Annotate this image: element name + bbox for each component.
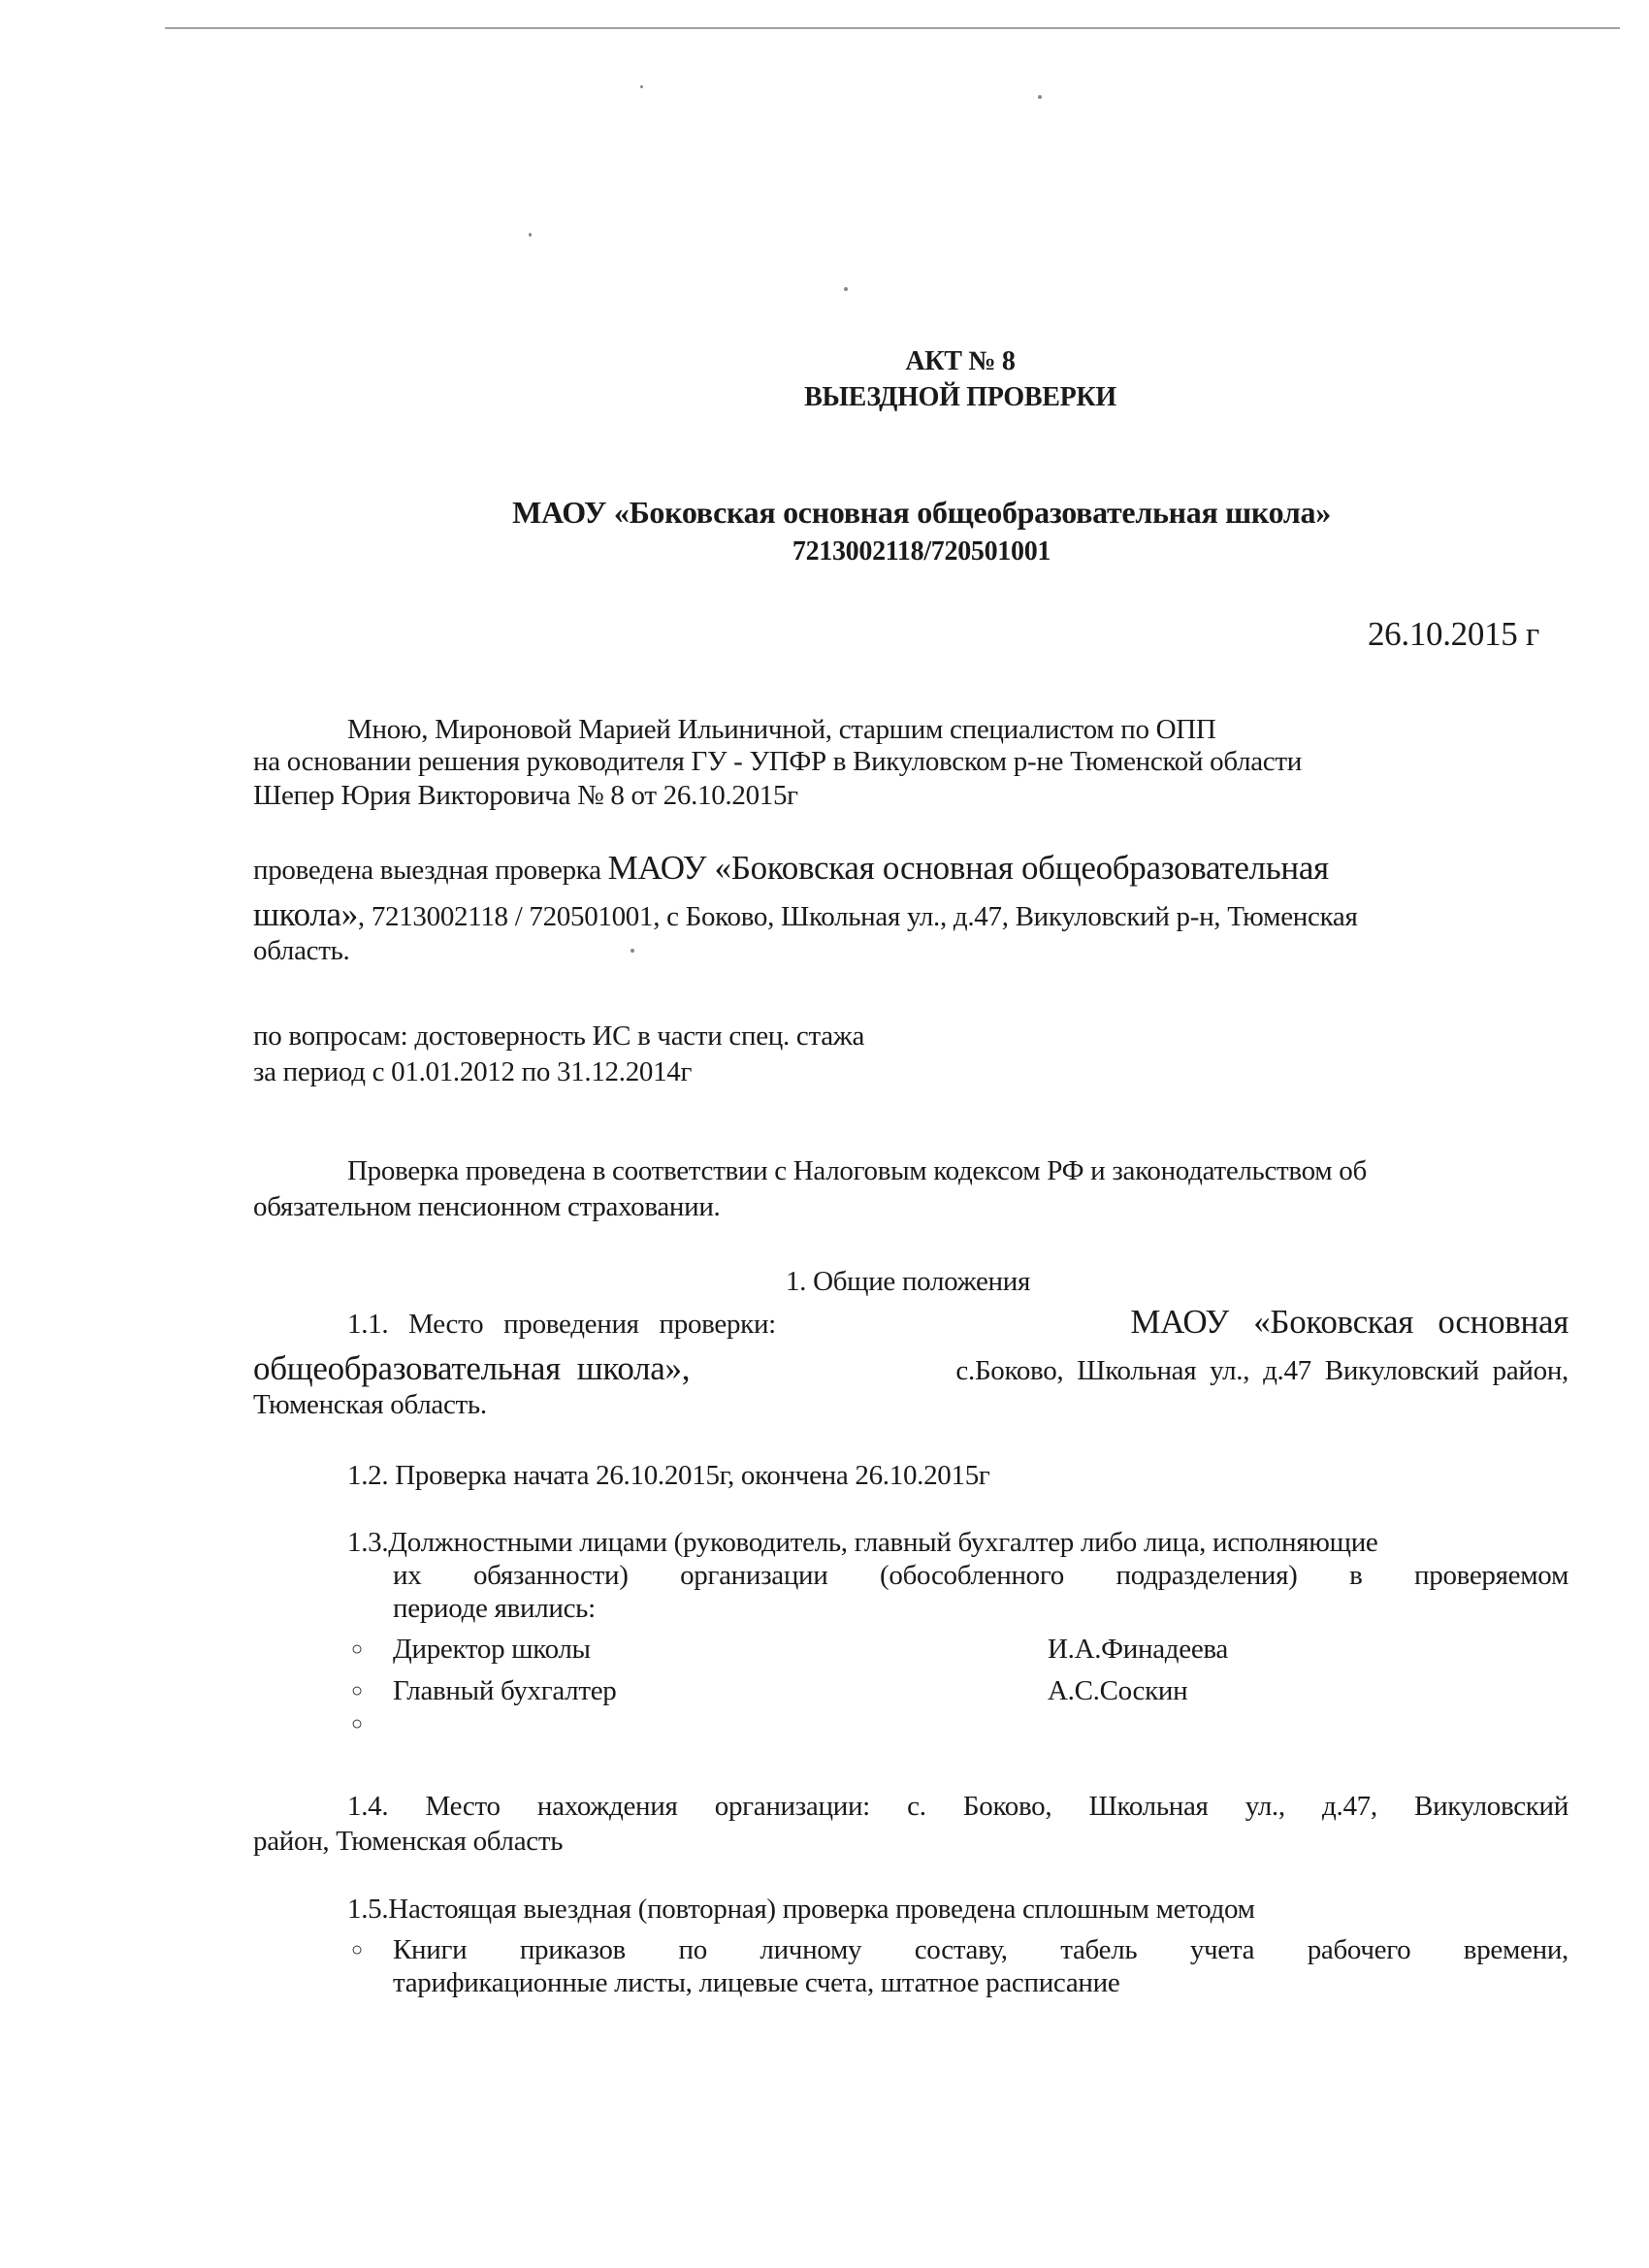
inspected-org-part1: МАОУ «Боковская основная общеобразовательная bbox=[607, 849, 1329, 887]
p1-1-line-1 bbox=[347, 1303, 1568, 1341]
questions-line-2: за период с 01.01.2012 по 31.12.2014г bbox=[253, 1056, 693, 1087]
p1-1-org: МАОУ «Боковская основная bbox=[1130, 1303, 1568, 1341]
p1-2: 1.2. Проверка начата 26.10.2015г, окончена 26.10.2015г bbox=[347, 1460, 990, 1491]
inspected-line-2 bbox=[253, 895, 1358, 933]
section1-heading: 1. Общие положения bbox=[785, 1266, 1031, 1297]
p1-3-line-1: 1.3.Должностными лицами (руководитель, главный бухгалтер либо лица, исполняющие bbox=[347, 1527, 1378, 1558]
inspected-details: , 7213002118 / 720501001, с Боково, Школьная ул., д.47, Викуловский р-н, Тюменская bbox=[357, 901, 1358, 932]
inspected-org-part2: школа» bbox=[253, 895, 358, 933]
official-role: Директор школы bbox=[393, 1634, 591, 1665]
basis-line-2: обязательном пенсионном страховании. bbox=[253, 1191, 721, 1222]
bullet-icon: ○ bbox=[351, 1939, 364, 1960]
official-name: А.С.Соскин bbox=[1048, 1675, 1188, 1706]
bullet-icon: ○ bbox=[351, 1638, 364, 1660]
inspected-prefix: проведена выездная проверка bbox=[253, 855, 601, 886]
p1-1-address: с.Боково, Школьная ул., д.47 Викуловский район, bbox=[955, 1355, 1568, 1386]
p1-5: 1.5.Настоящая выездная (повторная) проверка проведена сплошным методом bbox=[347, 1894, 1255, 1925]
p1-4-line-1: 1.4. Место нахождения организации: с. Боково, Школьная ул., д.47, Викуловский bbox=[347, 1791, 1568, 1822]
inspected-line-3: область. bbox=[253, 935, 350, 966]
official-role: Главный бухгалтер bbox=[393, 1675, 617, 1706]
basis-line-1: Проверка проведена в соответствии с Налоговым кодексом РФ и законодательством об bbox=[347, 1155, 1367, 1186]
org-name: МАОУ «Боковская основная общеобразовательная школа» bbox=[512, 495, 1331, 530]
p1-5-item-line-2: тарификационные листы, лицевые счета, штатное расписание bbox=[393, 1967, 1120, 1998]
intro-line-2: на основании решения руководителя ГУ - УПФР в Викуловском р-не Тюменской области bbox=[253, 746, 1302, 777]
scan-edge-line bbox=[165, 27, 1620, 29]
intro-line-1: Мною, Мироновой Марией Ильиничной, старшим специалистом по ОПП bbox=[347, 714, 1216, 745]
scan-speck bbox=[640, 85, 643, 88]
p1-1-line-2 bbox=[253, 1349, 1568, 1387]
p1-1-org-cont: общеобразовательная школа», bbox=[253, 1349, 691, 1387]
doc-title-line1: АКТ № 8 bbox=[905, 346, 1016, 376]
p1-1-line-3: Тюменская область. bbox=[253, 1389, 487, 1420]
official-name: И.А.Финадеева bbox=[1048, 1634, 1228, 1665]
p1-3-line-2: их обязанности) организации (обособленного подразделения) в проверяемом bbox=[393, 1560, 1568, 1591]
bullet-icon: ○ bbox=[351, 1713, 364, 1734]
org-codes: 7213002118/720501001 bbox=[792, 536, 1051, 567]
scan-speck bbox=[844, 287, 848, 291]
bullet-icon: ○ bbox=[351, 1680, 364, 1701]
intro-line-3: Шепер Юрия Викторовича № 8 от 26.10.2015г bbox=[253, 780, 798, 811]
doc-date: 26.10.2015 г bbox=[1367, 615, 1539, 653]
scan-speck bbox=[529, 233, 532, 237]
scan-speck bbox=[1038, 95, 1042, 99]
p1-4-line-2: район, Тюменская область bbox=[253, 1826, 564, 1857]
inspected-line-1 bbox=[253, 849, 1329, 887]
questions-line-1: по вопросам: достоверность ИС в части спец. стажа bbox=[253, 1021, 865, 1052]
p1-3-line-3: периоде явились: bbox=[393, 1593, 596, 1624]
scan-speck bbox=[630, 949, 634, 953]
doc-title-line2: ВЫЕЗДНОЙ ПРОВЕРКИ bbox=[804, 382, 1116, 412]
p1-1-label: 1.1. Место проведения проверки: bbox=[347, 1309, 776, 1340]
p1-5-item-line-1: Книги приказов по личному составу, табель учета рабочего времени, bbox=[393, 1934, 1568, 1965]
